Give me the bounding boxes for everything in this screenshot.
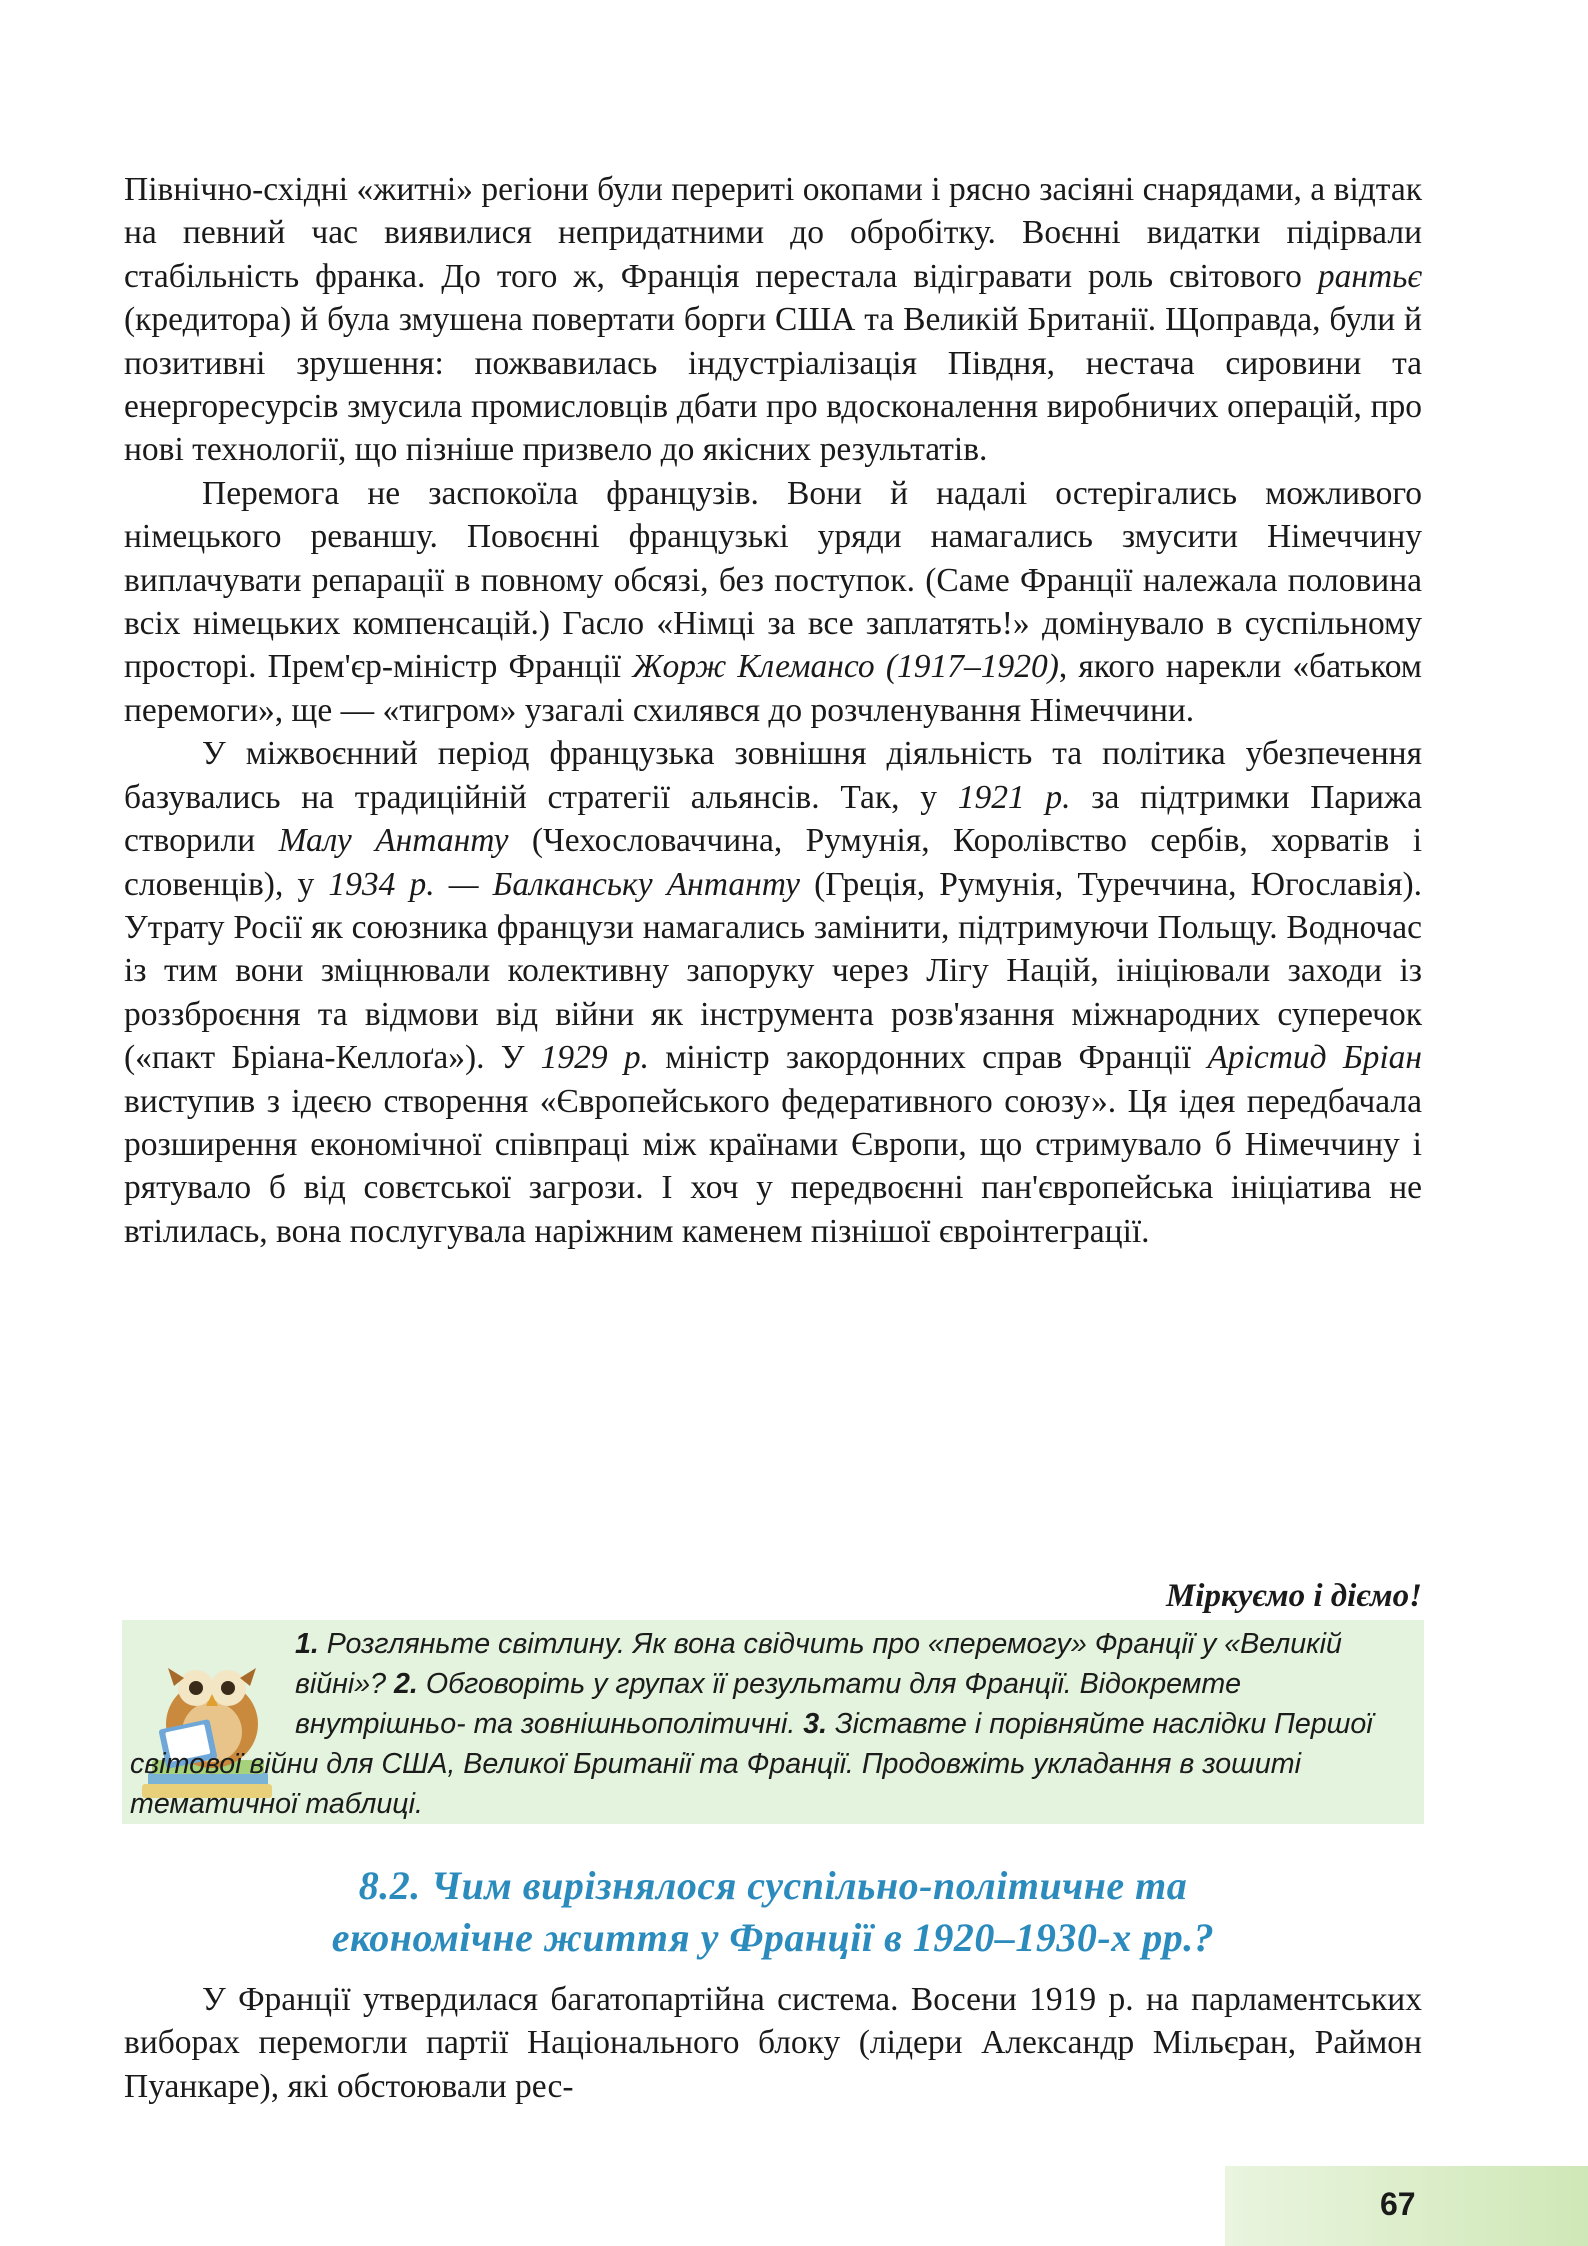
term-little-entente: Малу Антанту — [278, 822, 509, 860]
paragraph-3: У міжвоєнний період французька зовнішня діяльність та політика убезпечення базувались на традиційній стратегії альянсів. Так, у 1921 р. за підтримки Парижа створили Малу Антанту (Чехословаччина, Румунія, Королівство сербів, хорватів і словенців), у 1934 р. — Балканську Антанту (Греція, Румунія, Туреччина, Югославія). Утрату Росії як союзника французи намагались замінити, підтримуючи Польщу. Водночас із тим вони зміцнювали колективну запоруку через Лігу Націй, ініціювали заходи із роззброєння та відмови від війни як інструмента розв'язання міжнародних суперечок («пакт Бріана-Келлоґа»). У 1929 р. міністр закордонних справ Франції Арістид Бріан виступив з ідеєю створення «Європейського федеративного союзу». Ця ідея передбачала розширення економічної співпраці між країнами Європи, що стримувало б Німеччину і рятувало б від совєтської загрози. І хоч у передвоєнні пан'європейська ініціатива не втілилась, вона послугувала наріжним каменем пізнішої євроінтеграції. — [124, 735, 1423, 1250]
term-rentier: рантьє — [1317, 257, 1422, 295]
main-text — [124, 168, 1422, 1253]
task-number-2: 2. — [394, 1668, 418, 1700]
task-text: 1. Розгляньте світлину. Як вона свідчить про «перемогу» Франції у «Великій війні»? 2. Обговоріть у групах її результати для Франції. Відокремте внутрішньо- та зовнішньополітичні. 3. Зіставте і порівняйте наслідки Першої світової війни для США, Великої Британії та Франції. Продовжіть укладання в зошиті тематичної таблиці. — [130, 1628, 1373, 1820]
section-heading — [124, 1860, 1422, 1964]
name-briand: Арістид Бріан — [1207, 1039, 1423, 1077]
task-box — [122, 1620, 1424, 1824]
paragraph-1: Північно-східні «житні» регіони були перериті окопами і рясно засіяні снарядами, а відтак на певний час виявилися непридатними до обробітку. Воєнні видатки підірвали стабільність франка. До того ж, Франція перестала відігравати роль світового рантьє (кредитора) й була змушена повертати борги США та Великій Британії. Щоправда, були й позитивні зрушення: пожвавилась індустріалізація Півдня, нестача сировини та енергоресурсів змусила промисловців дбати про вдосконалення виробничих операцій, про нові технології, що пізніше призвело до якісних результатів. — [124, 171, 1422, 469]
paragraph-2: Перемога не заспокоїла французів. Вони й надалі остерігались можливого німецького реваншу. Повоєнні французькі уряди намагались змусити Німеччину виплачувати репарації в повному обсязі, без поступок. (Саме Франції належала половина всіх німецьких компенсацій.) Гасло «Німці за все заплатять!» домінувало в суспільному просторі. Прем'єр-міністр Франції Жорж Клемансо (1917–1920), якого нарекли «батьком перемоги», ще — «тигром» узагалі схилявся до розчленування Німеччини. — [124, 474, 1423, 729]
year-1921: 1921 р. — [957, 778, 1071, 816]
task-number-3: 3. — [803, 1708, 828, 1740]
balkan-entente: 1934 р. — Балканську Антанту — [328, 865, 800, 903]
section-heading-line-2: економічне життя у Франції в 1920–1930-х рр.? — [331, 1915, 1215, 1960]
section-paragraph: У Франції утвердилася багатопартійна система. Восени 1919 р. на парламентських виборах перемогли партії Національного блоку (лідери Александр Мільєран, Раймон Пуанкаре), які обстоювали рес- — [124, 1981, 1422, 2105]
task-number-1: 1. — [295, 1628, 319, 1660]
name-clemenceau: Жорж Клемансо (1917–1920) — [632, 648, 1059, 686]
page-number: 67 — [1380, 2186, 1416, 2222]
section-text — [124, 1978, 1422, 2108]
year-1929: 1929 р. — [540, 1039, 650, 1077]
think-and-act-title: Міркуємо і діємо! — [1165, 1578, 1422, 1614]
section-heading-line-1: 8.2. Чим вирізнялося суспільно-політичне та — [358, 1863, 1188, 1908]
